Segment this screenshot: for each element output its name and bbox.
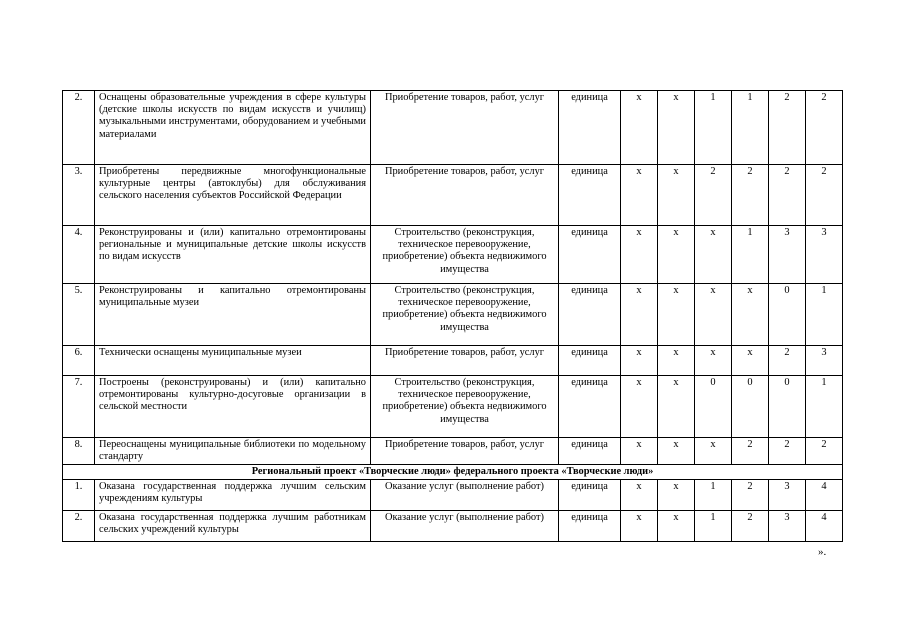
value-cell: 2 [732,165,769,226]
value-cell: 2 [769,438,806,465]
result-name: Оказана государственная поддержка лучшим работникам сельских учреждений культуры [95,511,371,542]
value-cell: х [658,438,695,465]
unit-of-measure: единица [559,376,621,438]
result-name: Оказана государственная поддержка лучшим сельским учреждениям культуры [95,480,371,511]
row-number: 2. [63,91,95,165]
value-cell: 0 [769,284,806,346]
row-number: 5. [63,284,95,346]
section-header-body [63,465,843,480]
result-type: Оказание услуг (выполнение работ) [371,511,559,542]
value-cell: 2 [769,91,806,165]
table-body-bottom [63,480,843,542]
value-cell: х [621,346,658,376]
unit-of-measure: единица [559,91,621,165]
section-header-row [63,465,843,480]
row-number: 2. [63,511,95,542]
value-cell: 2 [806,91,843,165]
table-row [63,438,843,465]
value-cell: х [695,438,732,465]
row-number: 8. [63,438,95,465]
value-cell: 3 [806,346,843,376]
value-cell: х [658,511,695,542]
value-cell: 1 [806,284,843,346]
table-row [63,284,843,346]
result-name: Оснащены образовательные учреждения в сфере культуры (детские школы искусств по видам искусств и училищ) музыкальными инструментами, оборудованием и учебными материалами [95,91,371,165]
value-cell: х [621,376,658,438]
result-name: Переоснащены муниципальные библиотеки по модельному стандарту [95,438,371,465]
unit-of-measure: единица [559,165,621,226]
value-cell: 2 [769,346,806,376]
value-cell: 3 [769,226,806,284]
value-cell: х [695,226,732,284]
row-number: 6. [63,346,95,376]
value-cell: х [658,165,695,226]
value-cell: 3 [769,480,806,511]
value-cell: х [621,438,658,465]
value-cell: х [621,226,658,284]
result-type: Строительство (реконструкция, техническое перевооружение, приобретение) объекта недвижимого имущества [371,376,559,438]
value-cell: 2 [732,480,769,511]
value-cell: х [658,226,695,284]
table-row [63,346,843,376]
result-type: Строительство (реконструкция, техническое перевооружение, приобретение) объекта недвижимого имущества [371,284,559,346]
value-cell: х [732,284,769,346]
result-name: Реконструированы и капитально отремонтированы муниципальные музеи [95,284,371,346]
value-cell: 0 [769,376,806,438]
table-body-top [63,91,843,465]
value-cell: х [658,346,695,376]
value-cell: х [695,284,732,346]
value-cell: 0 [732,376,769,438]
value-cell: х [658,376,695,438]
value-cell: 2 [769,165,806,226]
unit-of-measure: единица [559,346,621,376]
result-name: Реконструированы и (или) капитально отремонтированы региональные и муниципальные детские школы искусств по видам искусств [95,226,371,284]
value-cell: 4 [806,511,843,542]
value-cell: х [695,346,732,376]
row-number: 4. [63,226,95,284]
value-cell: 1 [695,480,732,511]
table-row [63,511,843,542]
result-name: Построены (реконструированы) и (или) капитально отремонтированы культурно-досуговые организации в сельской местности [95,376,371,438]
document-table [62,90,843,542]
value-cell: 3 [806,226,843,284]
value-cell: х [658,91,695,165]
result-type: Строительство (реконструкция, техническое перевооружение, приобретение) объекта недвижимого имущества [371,226,559,284]
value-cell: х [732,346,769,376]
value-cell: х [621,284,658,346]
value-cell: 3 [769,511,806,542]
result-type: Приобретение товаров, работ, услуг [371,91,559,165]
unit-of-measure: единица [559,438,621,465]
table-row [63,165,843,226]
row-number: 7. [63,376,95,438]
value-cell: 2 [732,438,769,465]
table-row [63,226,843,284]
unit-of-measure: единица [559,284,621,346]
value-cell: 0 [695,376,732,438]
row-number: 3. [63,165,95,226]
value-cell: х [621,91,658,165]
section-title: Региональный проект «Творческие люди» федерального проекта «Творческие люди» [63,465,843,480]
unit-of-measure: единица [559,480,621,511]
value-cell: 1 [732,91,769,165]
value-cell: 2 [806,165,843,226]
value-cell: х [621,480,658,511]
value-cell: 2 [806,438,843,465]
table-row [63,91,843,165]
result-type: Приобретение товаров, работ, услуг [371,165,559,226]
result-type: Оказание услуг (выполнение работ) [371,480,559,511]
unit-of-measure: единица [559,511,621,542]
closing-quote-mark: ». [818,546,827,558]
value-cell: х [658,284,695,346]
value-cell: х [621,165,658,226]
value-cell: х [658,480,695,511]
result-name: Приобретены передвижные многофункциональные культурные центры (автоклубы) для обслуживания сельского населения субъектов Российской Федерации [95,165,371,226]
value-cell: 2 [732,511,769,542]
table-row [63,376,843,438]
value-cell: 1 [806,376,843,438]
value-cell: 2 [695,165,732,226]
value-cell: 1 [695,511,732,542]
unit-of-measure: единица [559,226,621,284]
result-type: Приобретение товаров, работ, услуг [371,346,559,376]
result-name: Технически оснащены муниципальные музеи [95,346,371,376]
value-cell: х [621,511,658,542]
table-row [63,480,843,511]
result-type: Приобретение товаров, работ, услуг [371,438,559,465]
value-cell: 1 [695,91,732,165]
value-cell: 4 [806,480,843,511]
row-number: 1. [63,480,95,511]
value-cell: 1 [732,226,769,284]
